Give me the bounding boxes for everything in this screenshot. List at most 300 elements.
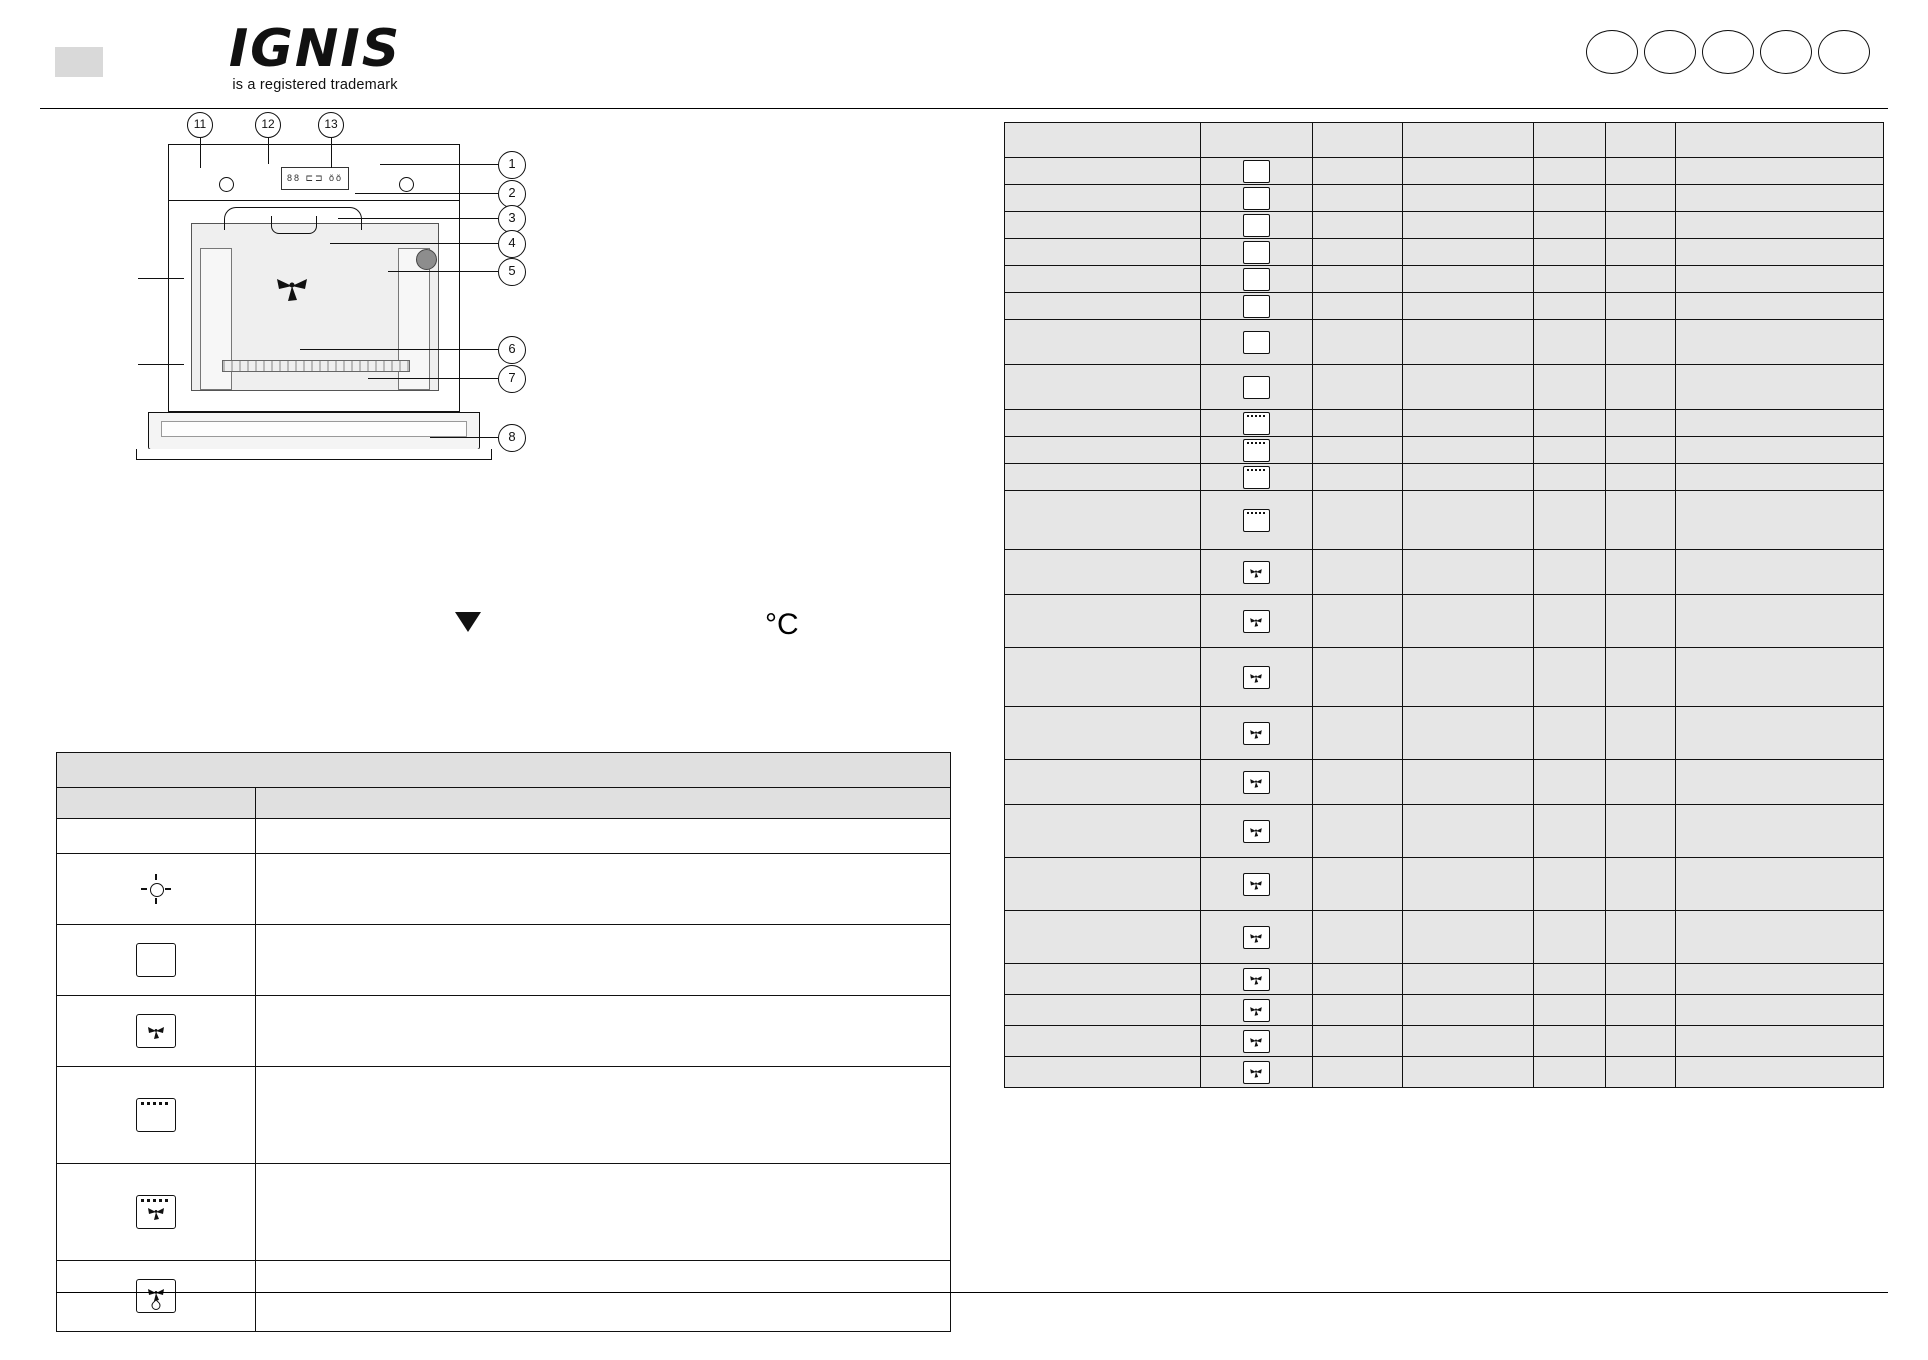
spec-cell [1606, 239, 1676, 266]
table-row [57, 854, 951, 925]
spec-row-label [1005, 1026, 1201, 1057]
fan-oven-icon [1243, 1061, 1270, 1084]
spec-cell [1534, 595, 1606, 648]
spec-cell [1676, 858, 1884, 911]
function-table-header-symbol [57, 788, 256, 819]
spec-col-0 [1005, 123, 1201, 158]
callout-1: 1 [498, 151, 526, 179]
spec-row-symbol [1200, 648, 1312, 707]
spec-row-label [1005, 158, 1201, 185]
function-description-4 [256, 1067, 951, 1164]
fan-oven-icon [1243, 561, 1270, 584]
spec-cell [1676, 158, 1884, 185]
spec-row-label [1005, 995, 1201, 1026]
function-symbol-blank [57, 819, 256, 854]
grill-bar [1247, 415, 1266, 417]
spec-cell [1676, 707, 1884, 760]
oven-door [148, 412, 480, 450]
spec-cell [1534, 410, 1606, 437]
function-table-title [57, 753, 951, 788]
function-symbol-cell [57, 854, 256, 925]
table-row [1005, 185, 1884, 212]
knob-right [399, 177, 414, 192]
ellipse-icon-3 [1702, 30, 1754, 74]
spec-cell [1402, 212, 1534, 239]
spec-row-symbol [1200, 1057, 1312, 1088]
callout-2: 2 [498, 180, 526, 208]
oven-cavity [168, 200, 460, 412]
fan-oven-icon [1243, 1030, 1270, 1053]
spec-table [1004, 122, 1884, 1088]
brand-subtitle: is a registered trademark [232, 77, 398, 93]
function-description-5 [256, 1164, 951, 1261]
grill-bar [1247, 512, 1266, 514]
grill-icon [1243, 466, 1270, 489]
spec-row-label [1005, 911, 1201, 964]
table-row [1005, 212, 1884, 239]
table-row [1005, 491, 1884, 550]
spec-cell [1534, 911, 1606, 964]
fan-oven-icon [1243, 722, 1270, 745]
spec-cell [1534, 266, 1606, 293]
spec-cell [1676, 266, 1884, 293]
grill-bar [141, 1199, 171, 1202]
ellipse-icon-4 [1760, 30, 1812, 74]
fan-oven-icon [1243, 873, 1270, 896]
brand-block [200, 19, 430, 93]
table-row [57, 996, 951, 1067]
spec-cell [1402, 158, 1534, 185]
conventional-oven-icon [1243, 160, 1270, 183]
spec-cell [1402, 491, 1534, 550]
spec-cell [1606, 266, 1676, 293]
spec-row-label [1005, 491, 1201, 550]
spec-cell [1676, 911, 1884, 964]
spec-cell [1606, 911, 1676, 964]
spec-cell [1402, 805, 1534, 858]
callout-4-leader [330, 243, 498, 244]
fan-oven-icon [1243, 666, 1270, 689]
spec-cell [1312, 239, 1402, 266]
spec-cell [1606, 185, 1676, 212]
left-leader-2 [138, 364, 184, 365]
table-row [1005, 365, 1884, 410]
table-row [1005, 595, 1884, 648]
table-row [1005, 410, 1884, 437]
spec-cell [1402, 858, 1534, 911]
fan-oven-icon [136, 1014, 176, 1048]
spec-cell [1312, 491, 1402, 550]
spec-cell [1606, 293, 1676, 320]
table-row [1005, 1057, 1884, 1088]
spec-row-symbol [1200, 266, 1312, 293]
fan-oven-icon [1243, 999, 1270, 1022]
spec-row-label [1005, 648, 1201, 707]
table-row [57, 1164, 951, 1261]
spec-cell [1312, 760, 1402, 805]
header-divider [40, 108, 1888, 109]
fan-oven-icon [1243, 926, 1270, 949]
oven-lamp-icon [416, 249, 437, 270]
spec-table-header-row [1005, 123, 1884, 158]
fan-glyph [1250, 727, 1263, 740]
spec-cell [1312, 858, 1402, 911]
oven-diagram [130, 118, 550, 478]
spec-row-symbol [1200, 760, 1312, 805]
spec-cell [1606, 491, 1676, 550]
spec-cell [1606, 595, 1676, 648]
ellipse-icon-1 [1586, 30, 1638, 74]
grill-icon [136, 1098, 176, 1132]
callout-8-leader [430, 437, 498, 438]
spec-col-6 [1676, 123, 1884, 158]
spec-cell [1676, 595, 1884, 648]
spec-cell [1534, 464, 1606, 491]
spec-row-symbol [1200, 550, 1312, 595]
spec-cell [1312, 185, 1402, 212]
fan-glyph [147, 1022, 165, 1040]
callout-12-leader [268, 138, 269, 164]
spec-row-symbol [1200, 464, 1312, 491]
fan-glyph [1250, 671, 1263, 684]
spec-cell [1402, 185, 1534, 212]
oven-door-base [136, 449, 492, 460]
spec-cell [1312, 964, 1402, 995]
callout-8: 8 [498, 424, 526, 452]
spec-row-symbol [1200, 491, 1312, 550]
grill-bar [141, 1102, 171, 1105]
spec-cell [1606, 707, 1676, 760]
spec-cell [1402, 266, 1534, 293]
spec-cell [1312, 410, 1402, 437]
spec-cell [1534, 760, 1606, 805]
spec-row-label [1005, 410, 1201, 437]
spec-cell [1606, 858, 1676, 911]
callout-13: 13 [318, 112, 344, 138]
brand-logo: IGNIS [228, 19, 402, 79]
spec-col-5 [1606, 123, 1676, 158]
spec-cell [1676, 964, 1884, 995]
conventional-oven-icon [1243, 295, 1270, 318]
spec-row-label [1005, 320, 1201, 365]
function-description-0 [256, 819, 951, 854]
spec-cell [1534, 550, 1606, 595]
function-description-2 [256, 925, 951, 996]
fan-glyph [1250, 1035, 1263, 1048]
function-symbol-cell [57, 1164, 256, 1261]
table-row [1005, 858, 1884, 911]
grill-bar [1247, 469, 1266, 471]
function-description-6 [256, 1261, 951, 1332]
corner-box [55, 47, 103, 77]
spec-cell [1606, 1026, 1676, 1057]
spec-col-3 [1402, 123, 1534, 158]
spec-row-symbol [1200, 320, 1312, 365]
oven-shelf [222, 360, 410, 372]
spec-cell [1402, 464, 1534, 491]
callout-11-leader [200, 138, 201, 168]
callout-7: 7 [498, 365, 526, 393]
spec-row-symbol [1200, 595, 1312, 648]
spec-cell [1402, 437, 1534, 464]
conventional-oven-icon [1243, 241, 1270, 264]
spec-cell [1606, 964, 1676, 995]
spec-row-symbol [1200, 995, 1312, 1026]
spec-cell [1534, 320, 1606, 365]
callout-7-leader [368, 378, 498, 379]
spec-cell [1402, 648, 1534, 707]
spec-cell [1534, 365, 1606, 410]
fan-oven-icon [1243, 968, 1270, 991]
fan-bottom-icon [136, 1279, 176, 1313]
fan-glyph [1250, 1066, 1263, 1079]
spec-cell [1312, 437, 1402, 464]
spec-cell [1534, 1026, 1606, 1057]
spec-cell [1312, 320, 1402, 365]
spec-row-symbol [1200, 1026, 1312, 1057]
spec-row-symbol [1200, 293, 1312, 320]
grill-icon [1243, 509, 1270, 532]
spec-cell [1606, 464, 1676, 491]
spec-row-symbol [1200, 707, 1312, 760]
spec-cell [1606, 212, 1676, 239]
table-row [1005, 158, 1884, 185]
spec-row-symbol [1200, 911, 1312, 964]
spec-col-2 [1312, 123, 1402, 158]
spec-row-label [1005, 964, 1201, 995]
spec-cell [1402, 595, 1534, 648]
spec-cell [1312, 995, 1402, 1026]
function-table [56, 752, 951, 1332]
spec-row-label [1005, 1057, 1201, 1088]
function-symbol-cell [57, 1261, 256, 1332]
spec-cell [1402, 911, 1534, 964]
callout-13-leader [331, 138, 332, 168]
fan-glyph [1250, 825, 1263, 838]
grill-icon [1243, 439, 1270, 462]
spec-cell [1606, 410, 1676, 437]
spec-cell [1676, 437, 1884, 464]
fan-glyph [1250, 566, 1263, 579]
function-table-title-row [57, 753, 951, 788]
spec-cell [1402, 707, 1534, 760]
spec-col-4 [1534, 123, 1606, 158]
table-row [1005, 320, 1884, 365]
oven-door-glass [161, 421, 467, 437]
spec-cell [1312, 293, 1402, 320]
spec-cell [1606, 1057, 1676, 1088]
conventional-oven-icon [1243, 214, 1270, 237]
ellipse-marks [1586, 30, 1870, 74]
spec-cell [1606, 550, 1676, 595]
function-symbol-cell [57, 996, 256, 1067]
spec-cell [1312, 595, 1402, 648]
table-row [1005, 911, 1884, 964]
spec-row-label [1005, 464, 1201, 491]
callout-1-leader [380, 164, 498, 165]
spec-cell [1402, 1026, 1534, 1057]
spec-cell [1402, 550, 1534, 595]
spec-cell [1676, 320, 1884, 365]
spec-cell [1402, 760, 1534, 805]
spec-row-symbol [1200, 212, 1312, 239]
spec-row-label [1005, 437, 1201, 464]
function-description-3 [256, 996, 951, 1067]
callout-3: 3 [498, 205, 526, 233]
spec-row-label [1005, 550, 1201, 595]
spec-row-symbol [1200, 185, 1312, 212]
callout-4: 4 [498, 230, 526, 258]
spec-cell [1676, 1026, 1884, 1057]
spec-cell [1676, 212, 1884, 239]
table-row [1005, 464, 1884, 491]
table-row [1005, 995, 1884, 1026]
spec-row-symbol [1200, 964, 1312, 995]
table-row [1005, 964, 1884, 995]
conventional-oven-icon [136, 943, 176, 977]
spec-cell [1534, 995, 1606, 1026]
callout-12: 12 [255, 112, 281, 138]
spec-cell [1402, 964, 1534, 995]
spec-cell [1534, 158, 1606, 185]
spec-cell [1534, 707, 1606, 760]
function-symbol-cell [57, 925, 256, 996]
spec-cell [1606, 760, 1676, 805]
conventional-oven-icon [1243, 376, 1270, 399]
spec-row-label [1005, 707, 1201, 760]
spec-cell [1312, 266, 1402, 293]
spec-cell [1402, 239, 1534, 266]
table-row [1005, 707, 1884, 760]
ellipse-icon-5 [1818, 30, 1870, 74]
spec-cell [1534, 858, 1606, 911]
spec-cell [1606, 365, 1676, 410]
table-row [57, 1261, 951, 1332]
spec-cell [1606, 995, 1676, 1026]
spec-cell [1676, 550, 1884, 595]
spec-cell [1312, 550, 1402, 595]
fan-oven-icon [1243, 820, 1270, 843]
callout-5-leader [388, 271, 498, 272]
spec-cell [1676, 464, 1884, 491]
fan-glyph [1250, 776, 1263, 789]
fan-glyph [1250, 973, 1263, 986]
spec-row-label [1005, 760, 1201, 805]
spec-row-label [1005, 185, 1201, 212]
spec-cell [1606, 320, 1676, 365]
spec-cell [1312, 365, 1402, 410]
fan-glyph [147, 1203, 165, 1221]
fan-glyph [1250, 1004, 1263, 1017]
celsius-symbol: °C [765, 608, 799, 641]
spec-row-label [1005, 595, 1201, 648]
spec-row-label [1005, 858, 1201, 911]
spec-row-label [1005, 239, 1201, 266]
table-row [1005, 1026, 1884, 1057]
table-row [1005, 760, 1884, 805]
spec-cell [1606, 805, 1676, 858]
spec-cell [1534, 805, 1606, 858]
left-leader-1 [138, 278, 184, 279]
oven-display: 88 ⊏⊐ ŏŏ [281, 167, 349, 190]
callout-11: 11 [187, 112, 213, 138]
spec-row-symbol [1200, 858, 1312, 911]
spec-cell [1606, 648, 1676, 707]
spec-row-symbol [1200, 158, 1312, 185]
spec-cell [1312, 1057, 1402, 1088]
spec-cell [1534, 437, 1606, 464]
spec-cell [1606, 437, 1676, 464]
spec-row-label [1005, 293, 1201, 320]
spec-row-symbol [1200, 365, 1312, 410]
spec-cell [1534, 185, 1606, 212]
callout-5: 5 [498, 258, 526, 286]
spec-cell [1676, 805, 1884, 858]
spec-row-symbol [1200, 239, 1312, 266]
footer-divider [56, 1292, 1888, 1293]
callout-3-leader [338, 218, 498, 219]
spec-row-label [1005, 805, 1201, 858]
callout-6: 6 [498, 336, 526, 364]
spec-cell [1402, 410, 1534, 437]
function-description-1 [256, 854, 951, 925]
spec-cell [1312, 707, 1402, 760]
spec-cell [1534, 212, 1606, 239]
spec-cell [1312, 212, 1402, 239]
spec-cell [1676, 410, 1884, 437]
fan-glyph [1250, 878, 1263, 891]
spec-row-symbol [1200, 437, 1312, 464]
spec-cell [1676, 1057, 1884, 1088]
table-row [1005, 550, 1884, 595]
grill-bar [1247, 442, 1266, 444]
spec-cell [1534, 964, 1606, 995]
spec-cell [1676, 491, 1884, 550]
callout-6-leader [300, 349, 498, 350]
spec-cell [1676, 293, 1884, 320]
function-table-header-description [256, 788, 951, 819]
table-row [1005, 293, 1884, 320]
spec-cell [1402, 995, 1534, 1026]
table-row [57, 925, 951, 996]
lamp-icon [141, 874, 171, 904]
spec-cell [1676, 760, 1884, 805]
conventional-oven-icon [1243, 187, 1270, 210]
spec-row-label [1005, 212, 1201, 239]
spec-cell [1312, 648, 1402, 707]
spec-cell [1534, 293, 1606, 320]
table-row [1005, 648, 1884, 707]
down-triangle-icon [455, 612, 481, 632]
spec-cell [1606, 158, 1676, 185]
spec-cell [1534, 239, 1606, 266]
spec-row-label [1005, 365, 1201, 410]
spec-cell [1676, 239, 1884, 266]
spec-cell [1534, 1057, 1606, 1088]
spec-cell [1312, 1026, 1402, 1057]
spec-row-symbol [1200, 805, 1312, 858]
fan-oven-icon [1243, 771, 1270, 794]
spec-cell [1312, 805, 1402, 858]
spec-col-1 [1200, 123, 1312, 158]
spec-cell [1534, 491, 1606, 550]
spec-cell [1402, 1057, 1534, 1088]
fan-icon [273, 269, 311, 303]
oven-body [168, 144, 458, 444]
table-row [1005, 239, 1884, 266]
spec-cell [1402, 320, 1534, 365]
ellipse-icon-2 [1644, 30, 1696, 74]
